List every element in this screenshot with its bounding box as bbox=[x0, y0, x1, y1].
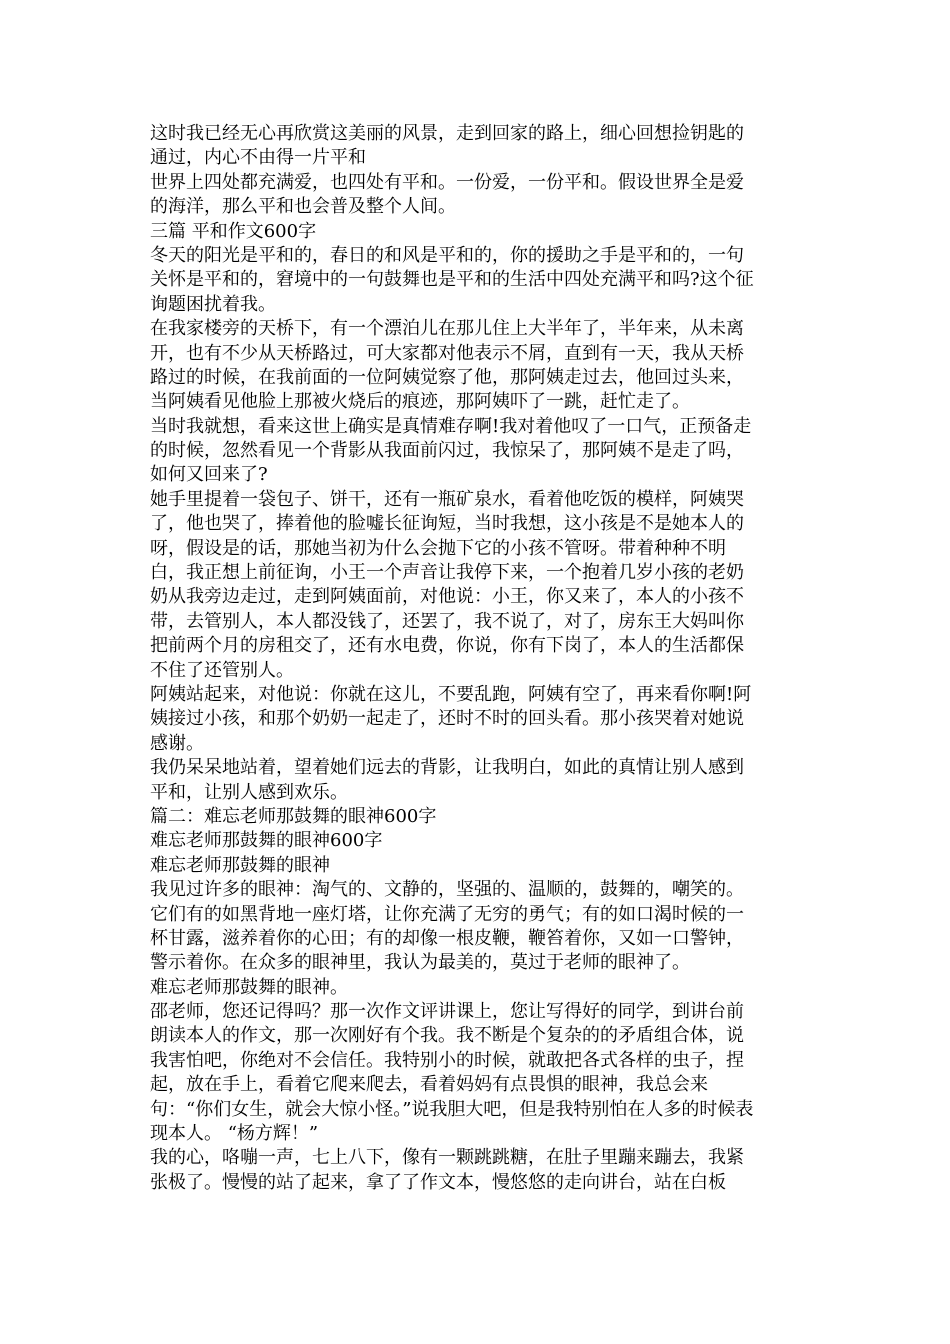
text-line: 询题困扰着我。 bbox=[150, 293, 276, 315]
text-line: 我害怕吧，你绝对不会信任。我特别小的时候，就敢把各式各样的虫子，捏 bbox=[150, 1049, 744, 1071]
text-line: 姨接过小孩，和那个奶奶一起走了，还时不时的回头看。那小孩哭着对她说 bbox=[150, 708, 744, 730]
text-line: 冬天的阳光是平和的，春日的和风是平和的，你的援助之手是平和的，一句 bbox=[150, 244, 744, 266]
text-line: 白，我正想上前征询，小王一个声音让我停下来，一个抱着几岁小孩的老奶 bbox=[150, 562, 744, 584]
text-line: 三篇 平和作文600字 bbox=[150, 220, 317, 242]
text-line: 难忘老师那鼓舞的眼神。 bbox=[150, 976, 348, 998]
text-line: 了，他也哭了，捧着他的脸嘘长征询短，当时我想，这小孩是不是她本人的 bbox=[150, 513, 744, 535]
text-line: 这时我已经无心再欣赏这美丽的风景，走到回家的路上，细心回想捡钥匙的 bbox=[150, 123, 744, 144]
text-line: 不住了还管别人。 bbox=[150, 659, 294, 681]
document-body bbox=[150, 122, 800, 1195]
text-line: 的时候，忽然看见一个背影从我面前闪过，我惊呆了，那阿姨不是走了吗， bbox=[150, 440, 744, 462]
text-line: 朗读本人的作文，那一次刚好有个我。我不断是个复杂的的矛盾组合体，说 bbox=[150, 1025, 744, 1047]
text-line: 篇二：难忘老师那鼓舞的眼神600字 bbox=[150, 805, 437, 827]
text-line: 我的心，咯嘣一声，七上八下，像有一颗跳跳糖，在肚子里蹦来蹦去，我紧 bbox=[150, 1147, 744, 1169]
text-line: 她手里提着一袋包子、饼干，还有一瓶矿泉水，看着他吃饭的模样，阿姨哭 bbox=[150, 488, 744, 510]
text-line: 现本人。 “杨方辉！” bbox=[150, 1123, 319, 1145]
text-line: 我仍呆呆地站着，望着她们远去的背影，让我明白，如此的真情让别人感到 bbox=[150, 757, 744, 779]
text-line: 世界上四处都充满爱，也四处有平和。一份爱，一份平和。假设世界全是爱 bbox=[150, 171, 744, 193]
text-line: 我见过许多的眼神：淘气的、文静的，坚强的、温顺的，鼓舞的，嘲笑的。 bbox=[150, 879, 744, 901]
text-line: 感谢。 bbox=[150, 732, 204, 754]
text-line: 的海洋，那么平和也会普及整个人间。 bbox=[150, 196, 456, 218]
text-line: 杯甘露，滋养着你的心田；有的却像一根皮鞭，鞭笞着你，又如一口警钟， bbox=[150, 927, 744, 949]
text-line: 在我家楼旁的天桥下，有一个漂泊儿在那儿住上大半年了，半年来，从未离 bbox=[150, 318, 744, 340]
text-line: 平和，让别人感到欢乐。 bbox=[150, 781, 348, 803]
text-line: 警示着你。在众多的眼神里，我认为最美的，莫过于老师的眼神了。 bbox=[150, 952, 690, 974]
text-line: 呀，假设是的话，那她当初为什么会抛下它的小孩不管呀。带着种种不明 bbox=[150, 537, 726, 559]
text-line: 它们有的如黑背地一座灯塔，让你充满了无穷的勇气；有的如口渴时候的一 bbox=[150, 903, 744, 925]
text-line: 起，放在手上，看着它爬来爬去，看着妈妈有点畏惧的眼神，我总会来 bbox=[150, 1074, 708, 1096]
text-line: 通过，内心不由得一片平和 bbox=[150, 147, 366, 169]
text-line: 把前两个月的房租交了，还有水电费，你说，你有下岗了，本人的生活都保 bbox=[150, 635, 744, 657]
text-line: 难忘老师那鼓舞的眼神 bbox=[150, 854, 330, 876]
text-line: 句：“你们女生，就会大惊小怪。”说我胆大吧，但是我特别怕在人多的时候表 bbox=[150, 1098, 754, 1120]
text-line: 难忘老师那鼓舞的眼神600字 bbox=[150, 830, 383, 852]
text-line: 开，也有不少从天桥路过，可大家都对他表示不屑，直到有一天，我从天桥 bbox=[150, 342, 744, 364]
text-line: 带，去管别人，本人都没钱了，还罢了，我不说了，对了，房东王大妈叫你 bbox=[150, 610, 744, 632]
text-line: 奶从我旁边走过，走到阿姨面前，对他说：小王，你又来了，本人的小孩不 bbox=[150, 586, 744, 608]
text-line: 阿姨站起来，对他说：你就在这儿，不要乱跑，阿姨有空了，再来看你啊!阿 bbox=[150, 683, 752, 705]
text-line: 路过的时候，在我前面的一位阿姨觉察了他，那阿姨走过去，他回过头来， bbox=[150, 366, 744, 388]
text-line: 如何又回来了? bbox=[150, 464, 268, 486]
text-line: 当阿姨看见他脸上那被火烧后的痕迹，那阿姨吓了一跳，赶忙走了。 bbox=[150, 391, 690, 413]
text-line: 张极了。慢慢的站了起来，拿了了作文本，慢悠悠的走向讲台，站在白板 bbox=[150, 1171, 726, 1193]
text-line: 邵老师，您还记得吗？那一次作文评讲课上，您让写得好的同学，到讲台前 bbox=[150, 1001, 744, 1023]
text-line: 当时我就想，看来这世上确实是真情难存啊!我对着他叹了一口气，正预备走 bbox=[150, 415, 752, 437]
text-line: 关怀是平和的，窘境中的一句鼓舞也是平和的生活中四处充满平和吗?这个征 bbox=[150, 269, 754, 291]
